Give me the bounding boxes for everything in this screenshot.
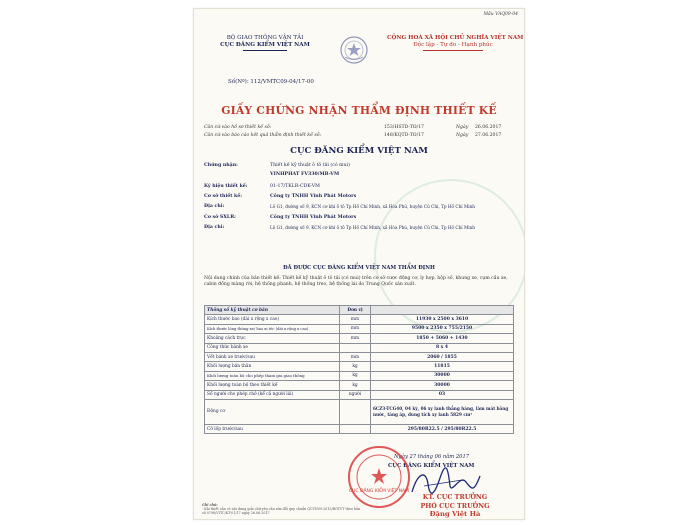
approved-heading: ĐÃ ĐƯỢC CỤC ĐĂNG KIỂM VIỆT NAM THẨM ĐỊNH bbox=[283, 265, 435, 271]
maker-value: Công ty TNHH Vinh Phát Motors bbox=[270, 215, 357, 220]
table-row bbox=[205, 381, 514, 390]
design-address-value: Lô G1, đường số 9, KCN cơ khí ô tô Tp Hồ Chí Minh, xã Hòa Phú, huyện Củ Chi, Tp Hồ Chí Minh bbox=[270, 204, 475, 209]
basis-row bbox=[194, 125, 524, 133]
tire-label: Cỡ lốp trước/sau bbox=[205, 424, 340, 433]
tire-unit bbox=[340, 424, 371, 433]
param-unit: mm bbox=[340, 334, 371, 343]
design-symbol-value: 01-17/TKLR-CDK-VM bbox=[270, 184, 320, 189]
param-unit: kg bbox=[340, 381, 371, 390]
param-unit: người bbox=[340, 390, 371, 399]
spec-table bbox=[204, 305, 514, 434]
document-number: Số(Nº): 112/VMTC09-04/17-00 bbox=[228, 79, 314, 85]
table-header-unit: Đơn vị bbox=[340, 306, 371, 315]
param-name: Khối lượng toàn bộ cho phép tham gia giao thông bbox=[205, 371, 340, 380]
param-unit: kg bbox=[340, 371, 371, 380]
maker-address-value: Lô G1, đường số 9, KCN cơ khí ô tô Tp Hồ Chí Minh, xã Hòa Phú, huyện Củ Chi, Tp Hồ Chí Minh bbox=[270, 225, 475, 230]
national-emblem-icon bbox=[339, 35, 369, 65]
ministry-header bbox=[210, 35, 320, 51]
param-value: 30000 bbox=[371, 381, 514, 390]
table-row bbox=[205, 315, 514, 324]
ministry-underline bbox=[243, 50, 287, 51]
design-org-label: Cơ sở thiết kế: bbox=[204, 194, 242, 199]
table-row-tires bbox=[205, 424, 514, 433]
document-title: GIẤY CHỨNG NHẬN THẨM ĐỊNH THIẾT KẾ bbox=[221, 104, 497, 117]
basis-label: Căn cứ vào hồ sơ thiết kế số: bbox=[204, 125, 272, 130]
nation-motto: Độc lập - Tự do - Hạnh phúc bbox=[413, 42, 493, 48]
param-value: 11815 bbox=[371, 362, 514, 371]
signing-date: Ngày 27 tháng 06 năm 2017 bbox=[394, 454, 470, 460]
maker-address-label: Địa chỉ: bbox=[204, 225, 225, 230]
param-value: 1850 + 5060 + 1430 bbox=[371, 334, 514, 343]
design-content-text: Nội dung chính của bản thiết kế: Thiết kế kỹ thuật ô tô tải (có mui) trên cơ sở cược động cơ, ly hợp, hộp số, khung xe, cụm cầu xe, cabin đồng màng rời, hệ thống phanh, hệ thống treo, hệ thống lái do Trung Quốc sản xuất. bbox=[204, 276, 508, 288]
notes-line: số 0798/VITC/KT-01/17 ngày 26.06.2017 bbox=[202, 511, 270, 516]
nation-underline bbox=[423, 50, 483, 51]
basis-date-label: Ngày bbox=[456, 125, 469, 130]
agency-name: CỤC ĐĂNG KIỂM VIỆT NAM bbox=[220, 42, 310, 48]
form-code: Mẫu VAQ09-04 bbox=[483, 12, 518, 17]
param-unit: mm bbox=[340, 352, 371, 361]
issuing-org-heading: CỤC ĐĂNG KIỂM VIỆT NAM bbox=[290, 146, 428, 156]
param-unit: mm bbox=[340, 324, 371, 333]
vehicle-model: VINHPHAT FV330/MB-VM bbox=[270, 172, 340, 177]
certifies-label: Chứng nhận: bbox=[204, 163, 238, 168]
param-value: 30000 bbox=[371, 371, 514, 380]
param-value: 8 x 4 bbox=[371, 343, 514, 352]
param-name: Kích thước bao (dài x rộng x cao) bbox=[205, 315, 340, 324]
basis-label: Căn cứ vào báo cáo kết quả thẩm định thiết kế số: bbox=[204, 133, 322, 138]
basis-date: 26.06.2017 bbox=[475, 125, 502, 130]
table-header-row bbox=[205, 306, 514, 315]
notes-line: - Khi thiết cần có nội dung giải chứ yêu cầu sửa đổi quy chuẩn QCVN09:2015/BGTVT theo bản bbox=[202, 507, 361, 512]
design-address-label: Địa chỉ: bbox=[204, 204, 225, 209]
certifies-value: Thiết kế kỹ thuật ô tô tải (có mui) bbox=[270, 163, 350, 168]
param-unit: kg bbox=[340, 362, 371, 371]
maker-label: Cơ sở SXLR: bbox=[204, 215, 236, 220]
table-row bbox=[205, 324, 514, 333]
table-row-engine bbox=[205, 399, 514, 424]
param-name: Khối lượng bản thân bbox=[205, 362, 340, 371]
nation-header bbox=[387, 35, 524, 51]
param-value: 9500 x 2350 x 755/2150 bbox=[371, 324, 514, 333]
param-name: Khối lượng toàn bộ theo thiết kế bbox=[205, 381, 340, 390]
table-row bbox=[205, 352, 514, 361]
basis-date: 27.06.2017 bbox=[475, 133, 502, 138]
param-name: Khoảng cách trục bbox=[205, 334, 340, 343]
signer-role-2: PHÓ CỤC TRƯỞNG bbox=[420, 502, 490, 510]
stamp-text: CỤC ĐĂNG KIỂM VIỆT NAM bbox=[348, 489, 410, 494]
param-value: 11930 x 2500 x 3610 bbox=[371, 315, 514, 324]
table-row bbox=[205, 334, 514, 343]
param-unit: mm bbox=[340, 315, 371, 324]
design-org-value: Công ty TNHH Vinh Phát Motors bbox=[270, 194, 357, 199]
basis-row bbox=[194, 133, 524, 141]
table-row bbox=[205, 362, 514, 371]
basis-number: 153/HSTD-TO/17 bbox=[384, 125, 424, 130]
design-symbol-label: Ký hiệu thiết kế: bbox=[204, 184, 248, 189]
table-row bbox=[205, 371, 514, 380]
notes-block bbox=[202, 503, 360, 516]
param-name: Công thức bánh xe bbox=[205, 343, 340, 352]
basis-date-label: Ngày bbox=[456, 133, 469, 138]
param-value: 2060 / 1855 bbox=[371, 352, 514, 361]
table-row bbox=[205, 343, 514, 352]
engine-value: 6CZ3-TCG40, 04 kỳ, 06 xy lanh thẳng hàng, làm mát bằng nước, tăng áp, dung tích xy lanh 5829 cm³ bbox=[371, 399, 514, 424]
certificate-page bbox=[193, 8, 525, 520]
nation-name: CỘNG HOÀ XÃ HỘI CHỦ NGHĨA VIỆT NAM bbox=[387, 35, 524, 41]
param-name: Số người cho phép chở (kể cả người lái) bbox=[205, 390, 340, 399]
ministry-name: BỘ GIAO THÔNG VẬN TẢI bbox=[226, 35, 304, 41]
param-name: Kích thước lòng thùng xe/ bao xi téc (dài x rộng x cao) bbox=[205, 324, 340, 333]
table-row bbox=[205, 390, 514, 399]
signer-role-1: KT. CỤC TRƯỞNG bbox=[422, 493, 488, 501]
param-unit bbox=[340, 343, 371, 352]
param-value: 03 bbox=[371, 390, 514, 399]
tire-value: 295/80R22.5 / 295/80R22.5 bbox=[371, 424, 514, 433]
table-header-value bbox=[371, 306, 514, 315]
param-name: Vết bánh xe trước/sau bbox=[205, 352, 340, 361]
signer-name: Đặng Việt Hà bbox=[429, 510, 481, 518]
notes-title: Ghi chú: bbox=[202, 503, 218, 507]
basis-number: 148/KQTD-TO/17 bbox=[384, 133, 424, 138]
signing-org: CỤC ĐĂNG KIỂM VIỆT NAM bbox=[388, 463, 475, 469]
vehicle-info-block bbox=[194, 163, 524, 263]
engine-unit bbox=[340, 399, 371, 424]
table-header-param: Thông số kỹ thuật cơ bản bbox=[205, 306, 340, 315]
engine-label: Động cơ bbox=[205, 399, 340, 424]
